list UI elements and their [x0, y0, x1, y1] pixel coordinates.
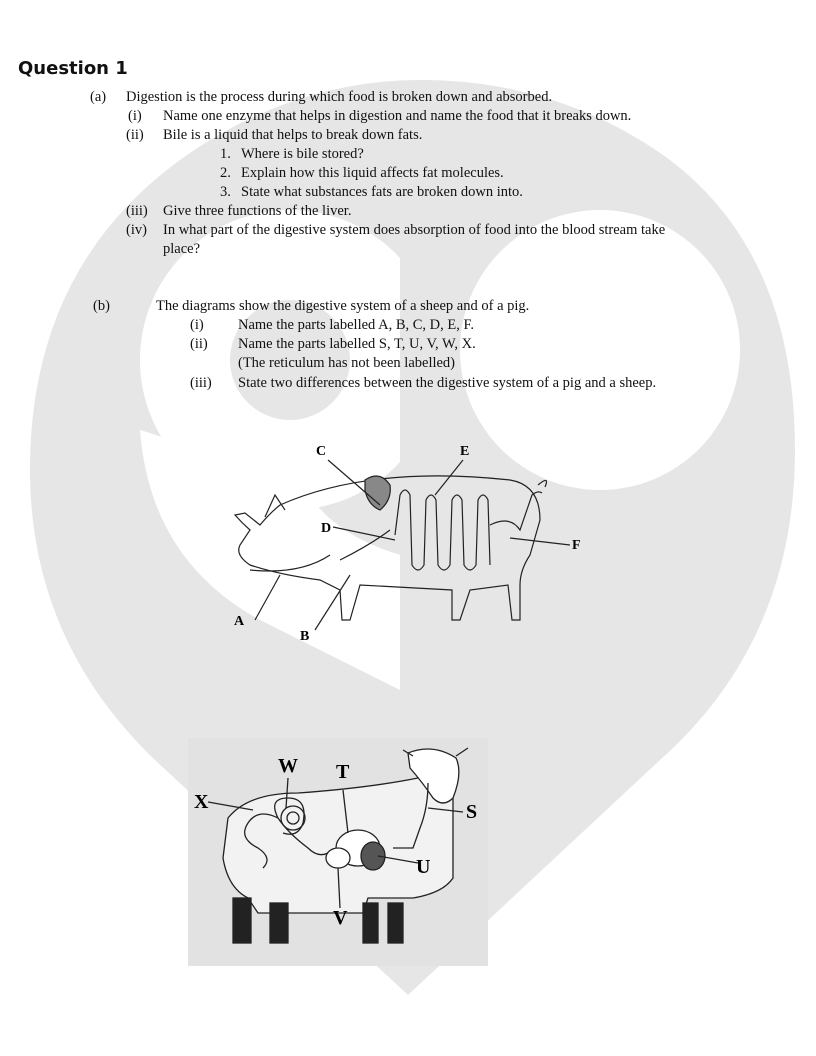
- sheep-label-w: W: [278, 755, 298, 777]
- subitem-1-text: Where is bile stored?: [241, 146, 364, 162]
- part-b-label: (b): [93, 298, 110, 314]
- pig-digestive-diagram: [220, 435, 590, 650]
- part-a-iv-num: (iv): [126, 222, 147, 238]
- sheep-label-x: X: [194, 791, 209, 813]
- part-b-ii-text: Name the parts labelled S, T, U, V, W, X.: [238, 336, 476, 352]
- part-a-iii-text: Give three functions of the liver.: [163, 203, 352, 219]
- part-b-iii-num: (iii): [190, 375, 212, 391]
- sheep-label-v: V: [333, 907, 348, 929]
- pig-label-c: C: [316, 444, 327, 459]
- pig-label-d: D: [321, 521, 332, 536]
- part-b-i-num: (i): [190, 317, 204, 333]
- part-a-ii-text: Bile is a liquid that helps to break down fats.: [163, 127, 423, 143]
- part-a-i-num: (i): [128, 108, 142, 124]
- sheep-label-s: S: [466, 801, 478, 823]
- part-b-ii-num: (ii): [190, 336, 208, 352]
- sheep-label-u: U: [416, 856, 431, 878]
- subitem-2-num: 2.: [220, 165, 231, 181]
- part-a-iv-text: In what part of the digestive system does absorption of food into the blood stream take: [163, 222, 666, 238]
- question-title: Question 1: [18, 58, 128, 79]
- part-a-intro: Digestion is the process during which food is broken down and absorbed.: [126, 89, 553, 105]
- subitem-3-text: State what substances fats are broken down into.: [241, 184, 523, 200]
- part-b-note: (The reticulum has not been labelled): [238, 355, 456, 371]
- part-b-iii-text: State two differences between the digestive system of a pig and a sheep.: [238, 375, 657, 391]
- part-b-i-text: Name the parts labelled A, B, C, D, E, F.: [238, 317, 475, 333]
- part-b-intro: The diagrams show the digestive system of a sheep and of a pig.: [156, 298, 530, 314]
- part-a-iv-text-cont: place?: [163, 241, 201, 257]
- pig-label-a: A: [234, 614, 245, 629]
- pig-label-f: F: [572, 538, 581, 553]
- subitem-1-num: 1.: [220, 146, 231, 162]
- part-a-ii-num: (ii): [126, 127, 144, 143]
- sheep-label-t: T: [336, 761, 350, 783]
- part-a-i-text: Name one enzyme that helps in digestion and name the food that it breaks down.: [163, 108, 632, 124]
- part-a-iii-num: (iii): [126, 203, 148, 219]
- part-a-label: (a): [90, 89, 107, 105]
- subitem-3-num: 3.: [220, 184, 231, 200]
- subitem-2-text: Explain how this liquid affects fat molecules.: [241, 165, 504, 181]
- pig-label-e: E: [460, 444, 470, 459]
- sheep-digestive-diagram: [188, 738, 488, 966]
- pig-label-b: B: [300, 629, 310, 644]
